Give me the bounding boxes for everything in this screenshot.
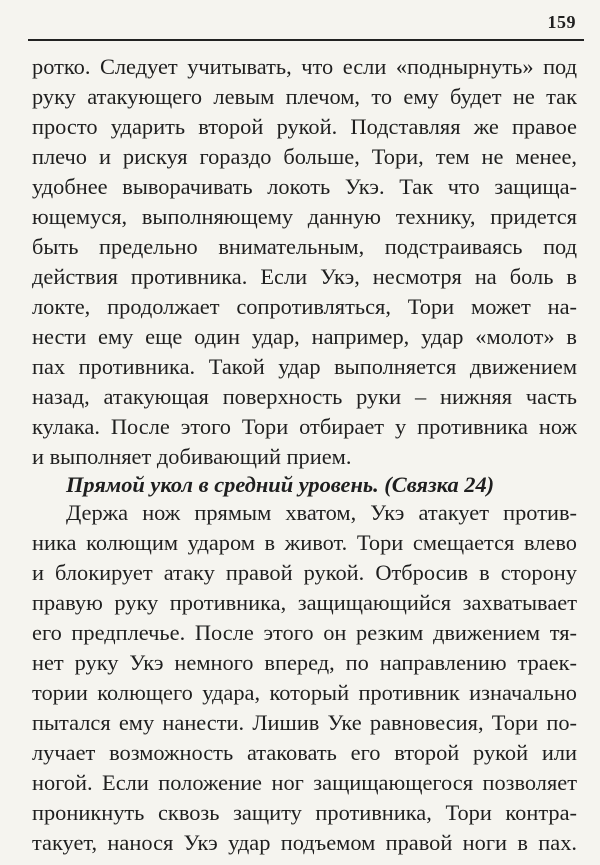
text-line: ногой. Если положение ног защищающегося позволяет [32, 770, 577, 795]
header-rule [28, 39, 584, 41]
text-line: лучает возможность атаковать его второй рукой или [32, 740, 577, 765]
text-line: нести ему еще один удар, например, удар «молот» в [32, 324, 577, 349]
page-number: 159 [547, 12, 576, 32]
text-line: такует, нанося Укэ удар подъемом правой ноги в пах. [32, 830, 577, 855]
text-line: просто ударить второй рукой. Подставляя же правое [32, 114, 577, 139]
text-line: правую руку противника, защищающийся захватывает [32, 590, 577, 615]
text-line: локте, продолжает сопротивляться, Тори может на- [32, 294, 577, 319]
text-line: и выполняет добивающий прием. [32, 444, 352, 469]
text-line: действия противника. Если Укэ, несмотря на боль в [32, 264, 577, 289]
text-line: кулака. После этого Тори отбирает у противника нож [32, 414, 577, 439]
text-line: его предплечье. После этого он резким движением тя- [32, 620, 577, 645]
text-line: нет руку Укэ немного вперед, по направлению траек- [32, 650, 577, 675]
text-line: ника колющим ударом в живот. Тори смещается влево [32, 530, 577, 555]
section-heading-block [66, 470, 577, 500]
text-line: Держа нож прямым хватом, Укэ атакует против- [66, 500, 577, 525]
paragraph-2 [32, 498, 577, 858]
text-line: удобнее выворачивать локоть Укэ. Так что защища- [32, 174, 577, 199]
text-line: плечо и рискуя гораздо больше, Тори, тем не менее, [32, 144, 577, 169]
text-line: назад, атакующая поверхность руки – нижняя часть [32, 384, 577, 409]
text-line: тории колющего удара, который противник изначально [32, 680, 577, 705]
text-line: проникнуть сквозь защиту противника, Тори контра- [32, 800, 577, 825]
text-line: пах противника. Такой удар выполняется движением [32, 354, 577, 379]
text-line: ротко. Следует учитывать, что если «поднырнуть» под [32, 54, 577, 79]
paragraph-1 [32, 52, 577, 472]
text-line: пытался ему нанести. Лишив Уке равновесия, Тори по- [32, 710, 577, 735]
text-line: руку атакующего левым плечом, то ему будет не так [32, 84, 577, 109]
text-line: и блокирует атаку правой рукой. Отбросив в сторону [32, 560, 577, 585]
text-line: быть предельно внимательным, подстраиваясь под [32, 234, 577, 259]
section-heading: Прямой укол в средний уровень. (Связка 24) [66, 472, 495, 497]
text-line: ющемуся, выполняющему данную технику, придется [32, 204, 577, 229]
